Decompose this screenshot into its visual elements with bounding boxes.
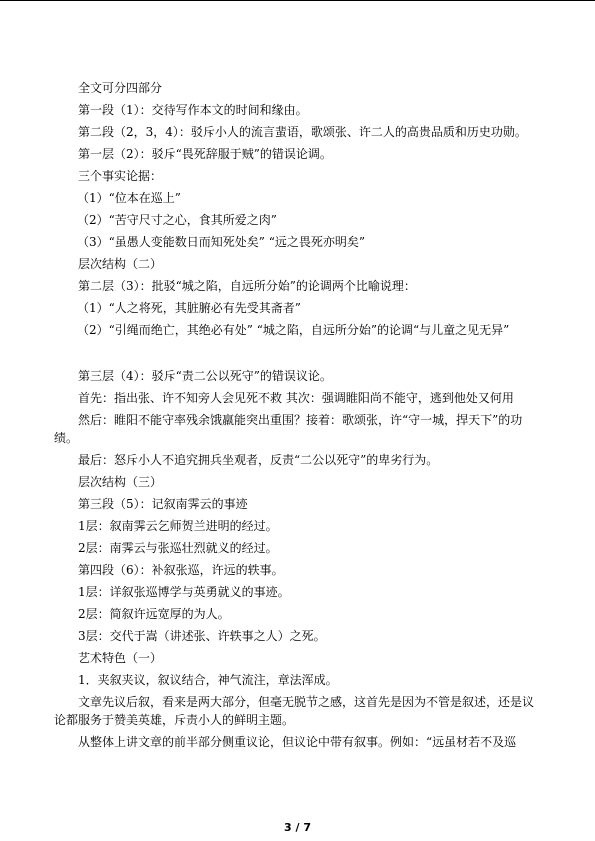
text-line: 首先：指出张、许不知旁人会见死不救 其次：强调睢阳尚不能守，逃到他处又何用 [78,391,514,405]
text-line: 1层：详叙张巡博学与英勇就义的事迹。 [78,585,290,599]
text-line: 第二层（3）：批驳“城之陷，自远所分始”的论调两个比喻说理： [78,279,416,293]
text-line: 第四段（6）：补叙张巡，许远的轶事。 [78,563,284,577]
text-line: 然后：睢阳不能守率残余饿羸能突出重围？接着：歌颂张，许“守一城，捍天下”的功 [78,413,523,427]
text-line: 全文可分四部分 [78,81,163,95]
page-number: 3 / 7 [284,821,311,834]
text-line: 第一层（2）：驳斥“畏死辞服于贼”的错误论调。 [78,147,332,161]
text-line: 艺术特色（一） [78,651,163,665]
text-line-continuation: 论都服务于赞美英雄，斥责小人的鲜明主题。 [54,713,295,727]
text-line: 第三段（5）：记叙南霁云的事迹 [78,497,248,511]
text-line: 三个事实论据： [78,169,163,183]
text-line: （1）“位本在巡上” [77,191,181,205]
text-line: 从整体上讲文章的前半部分侧重议论，但议论中带有叙事。例如：“远虽材若不及巡 [78,735,517,749]
text-line: 文章先议后叙，看来是两大部分，但毫无脱节之感，这首先是因为不管是叙述，还是议 [78,695,535,709]
text-line-continuation: 绩。 [54,431,79,445]
text-line: 第一段（1）：交待写作本文的时间和缘由。 [78,103,308,117]
text-line: 3层：交代于嵩（讲述张、许轶事之人）之死。 [78,629,326,643]
page-top-border [0,0,595,1]
text-line: （3）“虽愚人变能数日而知死处矣” “远之畏死亦明矣” [77,235,365,249]
text-line: 第二段（2，3，4）：驳斥小人的流言蜚语，歌颂张、许二人的高贵品质和历史功勋。 [78,125,527,139]
text-line: 层次结构（二） [78,257,163,271]
text-line: 2层：简叙许远宽厚的为人。 [78,607,230,621]
text-line: 1层：叙南霁云乞师贺兰进明的经过。 [78,519,278,533]
text-line: （2）“苦守尺寸之心，食其所爱之肉” [77,213,277,227]
text-line: 最后：怒斥小人不追究拥兵坐观者，反责“二公以死守”的卑劣行为。 [78,453,439,467]
document-body [54,80,540,756]
text-line: （2）“引绳而绝亡，其绝必有处” “城之陷，自远所分始”的论调“与儿童之见无异” [77,323,510,337]
text-line: 2层：南霁云与张巡壮烈就义的经过。 [78,541,278,555]
text-line: 层次结构（三） [78,475,163,489]
text-line: 第三层（4）：驳斥“责二公以死守”的错误议论。 [78,369,332,383]
blank-line [78,344,540,362]
text-line: 1．夹叙夹议，叙议结合，神气流注，章法浑成。 [78,673,338,687]
text-line: （1）“人之将死，其脏腑必有先受其斋者” [77,301,301,315]
